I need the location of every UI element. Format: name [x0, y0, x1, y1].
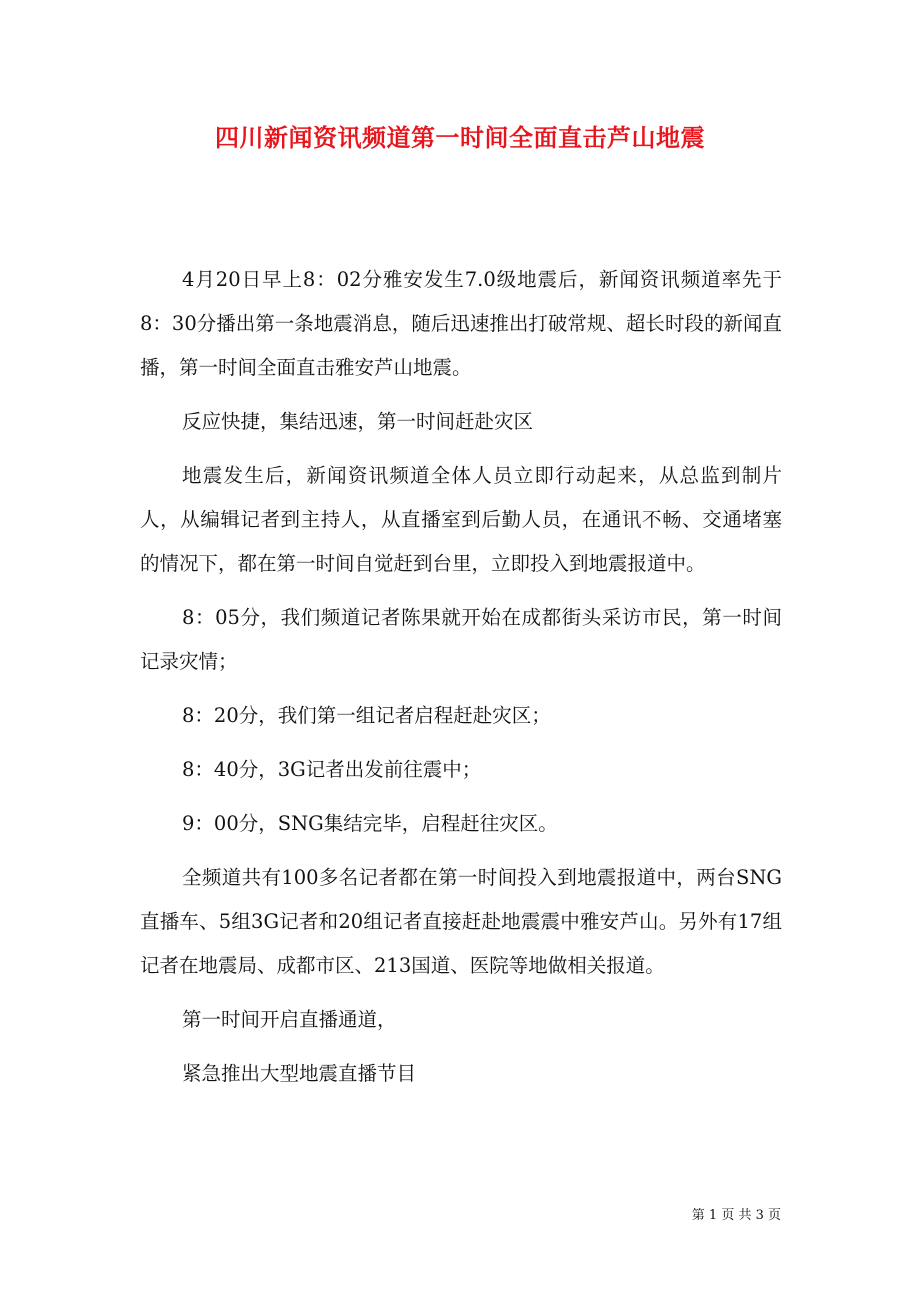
paragraph: 8：05分，我们频道记者陈果就开始在成都街头采访市民，第一时间记录灾情； [140, 606, 782, 673]
article-body [140, 258, 782, 1106]
page-title: 四川新闻资讯频道第一时间全面直击芦山地震 [215, 123, 705, 152]
paragraph: 8：20分，我们第一组记者启程赶赴灾区； [182, 704, 551, 727]
paragraph: 第一时间开启直播通道， [182, 1008, 397, 1031]
paragraph: 地震发生后，新闻资讯频道全体人员立即行动起来，从总监到制片人，从编辑记者到主持人，从直播室到后勤人员，在通讯不畅、交通堵塞的情况下，都在第一时间自觉赶到台里，立即投入到地震报道中。 [140, 464, 782, 575]
paragraph: 全频道共有100多名记者都在第一时间投入到地震报道中，两台SNG直播车、5组3G记者和20组记者直接赶赴地震震中雅安芦山。另外有17组记者在地震局、成都市区、213国道、医院等地做相关报道。 [140, 866, 782, 977]
paragraph: 反应快捷，集结迅速，第一时间赶赴灾区 [182, 410, 534, 433]
paragraph: 9：00分，SNG集结完毕，启程赶往灾区。 [182, 812, 558, 835]
paragraph: 紧急推出大型地震直播节目 [182, 1062, 417, 1085]
page-number-footer: 第 1 页 共 3 页 [691, 1208, 781, 1223]
paragraph: 4月20日早上8：02分雅安发生7.0级地震后，新闻资讯频道率先于8：30分播出第一条地震消息，随后迅速推出打破常规、超长时段的新闻直播，第一时间全面直击雅安芦山地震。 [140, 268, 782, 379]
paragraph: 8：40分，3G记者出发前往震中； [182, 758, 482, 781]
